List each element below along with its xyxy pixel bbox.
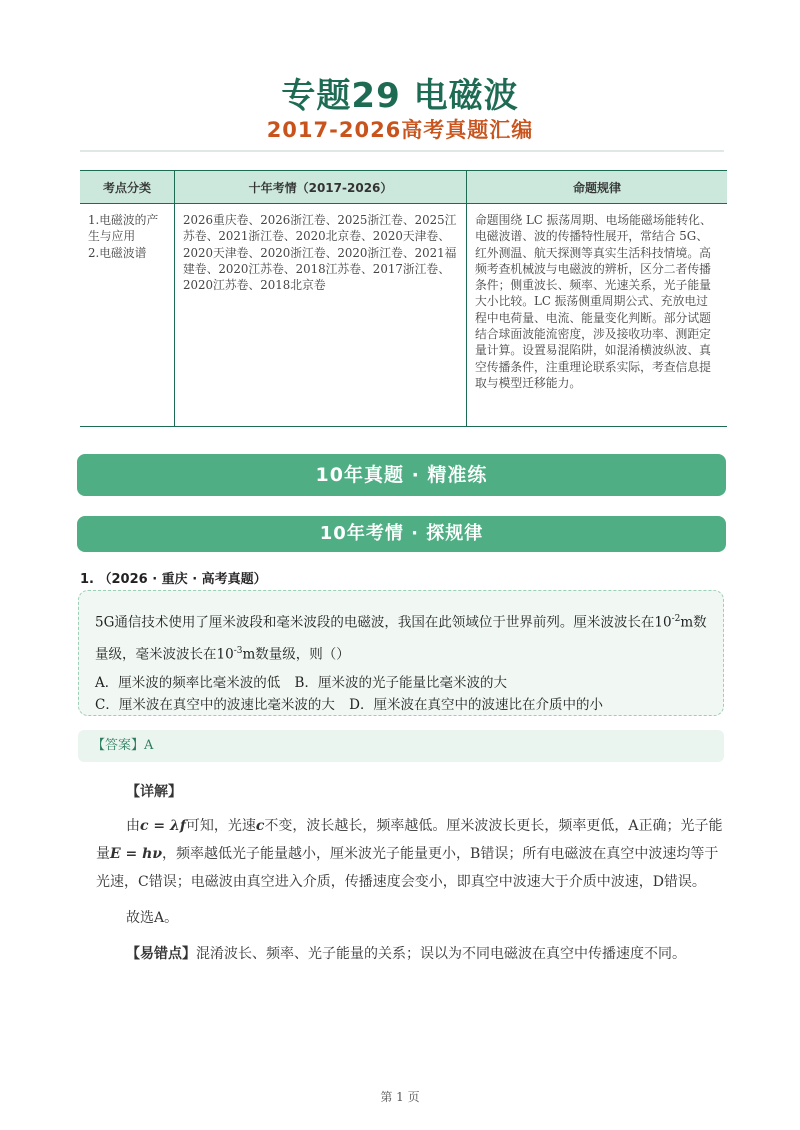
question-box <box>78 590 724 716</box>
option-c[interactable]: C．厘米波在真空中的波速比毫米波的大 <box>95 697 335 713</box>
formula-wave: c = λf <box>140 818 186 834</box>
explanation-section <box>96 778 726 968</box>
topic-item: 1.电磁波的产生与应用 <box>88 213 159 244</box>
stem-text: m数量级，则（） <box>242 646 350 662</box>
explanation-text: 可知，光速 <box>185 818 256 834</box>
option-row <box>95 672 707 694</box>
pattern-cell: 命题围绕 LC 振荡周期、电场能磁场能转化、电磁波谱、波的传播特性展开，常结合 5G、红外测温、航天探测等真实生活科技情境。高频考查机械波与电磁波的辨析，区分二者传播条件；侧重波长、频率、光速关系，光子能量大小比较。LC 振荡侧重周期公式、充放电过程中电荷量、电流、能量变化判断。部分试题结合球面波能流密度，涉及接收功率、测距定量计算。设置易混陷阱，如混淆横波纵波、真空传播条件，注重理论联系实际，考查信息提取与模型迁移能力。 <box>467 204 728 427</box>
header-pattern: 命题规律 <box>467 171 728 204</box>
header-topic: 考点分类 <box>80 171 175 204</box>
question-options <box>95 672 707 716</box>
overview-header-row <box>80 171 727 204</box>
formula-energy: E = hν <box>110 846 163 862</box>
trend-banner: 10年考情 · 探规律 <box>77 516 726 552</box>
power-base: 10 <box>654 614 672 631</box>
overview-table <box>80 170 727 427</box>
header-papers: 十年考情（2017-2026） <box>175 171 467 204</box>
explanation-text: 由 <box>126 818 140 834</box>
topic-cell <box>80 204 175 427</box>
page-number: 第 1 页 <box>380 1090 420 1104</box>
option-a[interactable]: A．厘米波的频率比毫米波的低 <box>95 675 281 691</box>
conclusion: 故选A。 <box>126 910 179 926</box>
papers-cell: 2026重庆卷、2026浙江卷、2025浙江卷、2025江苏卷、2021浙江卷、2020北京卷、2020天津卷、2020天津卷、2020浙江卷、2020浙江卷、2021福建卷、2020江苏卷、2018江苏卷、2017浙江卷、2020江苏卷、2018北京卷 <box>175 204 467 427</box>
pitfall-text: 混淆波长、频率、光子能量的关系；误以为不同电磁波在真空中传播速度不同。 <box>196 946 686 962</box>
pitfall-label: 【易错点】 <box>126 946 196 962</box>
explanation-text: 不变，波长越长，频率越低。厘米波波长更长，频率更低，A正确；光子能量 <box>96 818 723 862</box>
exponent: -3 <box>233 645 243 656</box>
formula-var: c <box>255 818 265 834</box>
question-heading: 1. （2026 · 重庆 · 高考真题） <box>80 572 267 587</box>
topic-item: 2.电磁波谱 <box>88 245 147 260</box>
practice-banner: 10年真题 · 精准练 <box>77 454 726 496</box>
explanation-heading: 【详解】 <box>126 784 182 800</box>
explanation-body <box>96 812 726 896</box>
page-subtitle: 2017-2026高考真题汇编 <box>266 118 534 142</box>
overview-body-row <box>80 204 727 427</box>
power-base: 10 <box>216 646 234 662</box>
stem-text: m数量级，毫米波波长在 <box>95 614 707 662</box>
page-title: 专题29 电磁波 <box>281 76 519 116</box>
option-d[interactable]: D．厘米波在真空中的波速比在介质中的小 <box>349 697 603 713</box>
option-row <box>95 694 707 716</box>
pitfall <box>96 940 726 968</box>
question-stem <box>95 605 707 668</box>
title-divider <box>80 150 724 152</box>
exponent: -2 <box>671 614 681 624</box>
stem-text: 5G通信技术使用了厘米波段和毫米波段的电磁波，我国在此领域位于世界前列。厘米波波长在 <box>95 614 655 631</box>
explanation-text: ，频率越低光子能量越小，厘米波光子能量更小，B错误；所有电磁波在真空中波速均等于光速，C错误；电磁波由真空进入介质，传播速度会变小，即真空中波速大于介质中波速，D错误。 <box>96 846 719 890</box>
answer-bar: 【答案】A <box>78 730 724 762</box>
option-b[interactable]: B．厘米波的光子能量比毫米波的大 <box>294 675 507 691</box>
